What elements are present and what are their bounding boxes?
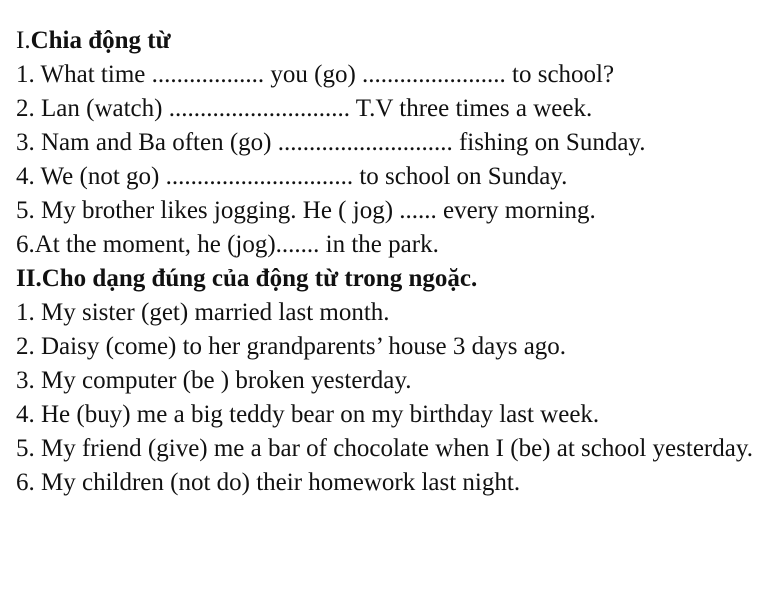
section-2-item-3: 3. My computer (be ) broken yesterday. <box>16 367 412 394</box>
section-1-item-3: 3. Nam and Ba often (go) ............................ fishing on Sunday. <box>16 129 646 156</box>
section-2-item-4: 4. He (buy) me a big teddy bear on my birthday last week. <box>16 401 600 428</box>
section-1-item-5: 5. My brother likes jogging. He ( jog) ...... every morning. <box>16 197 596 224</box>
section-1-item-2: 2. Lan (watch) ............................. T.V three times a week. <box>16 95 593 122</box>
section-1-title: Chia động từ <box>30 27 171 54</box>
section-2-item-6: 6. My children (not do) their homework last night. <box>16 469 521 496</box>
section-1-item-6: 6.At the moment, he (jog)....... in the park. <box>16 231 439 258</box>
section-1-item-4: 4. We (not go) .............................. to school on Sunday. <box>16 163 568 190</box>
exercise-document <box>16 24 764 500</box>
section-2-item-1: 1. My sister (get) married last month. <box>16 299 390 326</box>
section-2-title: II.Cho dạng đúng của động từ trong ngoặc. <box>16 265 478 292</box>
section-1-heading <box>16 24 764 58</box>
section-1-number: I. <box>16 27 31 54</box>
section-1-item-1: 1. What time .................. you (go) ....................... to school? <box>16 61 615 88</box>
section-2-item-5: 5. My friend (give) me a bar of chocolate when I (be) at school yesterday. <box>16 435 753 462</box>
section-2-item-2: 2. Daisy (come) to her grandparents’ house 3 days ago. <box>16 333 567 360</box>
